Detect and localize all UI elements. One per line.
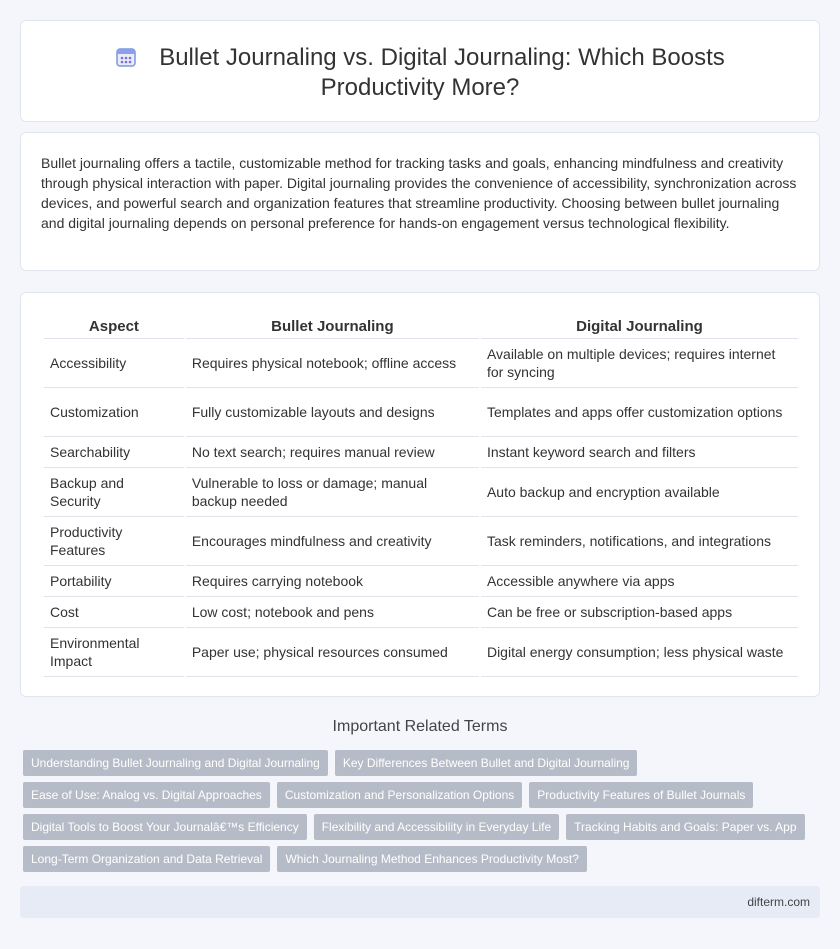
related-tag[interactable]: Customization and Personalization Options bbox=[277, 782, 522, 808]
intro-card bbox=[20, 132, 820, 271]
header-digital: Digital Journaling bbox=[481, 313, 798, 339]
cell-aspect: Portability bbox=[44, 566, 184, 597]
table-row bbox=[44, 437, 798, 468]
cell-aspect: Environmental Impact bbox=[44, 628, 184, 677]
tag-row bbox=[23, 846, 587, 872]
comparison-table bbox=[42, 313, 800, 677]
cell-bullet: Low cost; notebook and pens bbox=[186, 597, 479, 628]
related-tag[interactable]: Long-Term Organization and Data Retrieval bbox=[23, 846, 270, 872]
footer bbox=[20, 886, 820, 918]
cell-bullet: Paper use; physical resources consumed bbox=[186, 628, 479, 677]
title-text: Bullet Journaling vs. Digital Journaling: Which Boosts Productivity More? bbox=[159, 44, 725, 101]
related-tag[interactable]: Tracking Habits and Goals: Paper vs. App bbox=[566, 814, 804, 840]
calendar-icon bbox=[115, 46, 137, 68]
cell-bullet: Requires carrying notebook bbox=[186, 566, 479, 597]
header-bullet: Bullet Journaling bbox=[186, 313, 479, 339]
cell-aspect: Customization bbox=[44, 388, 184, 437]
related-tag[interactable]: Flexibility and Accessibility in Everyday Life bbox=[314, 814, 559, 840]
cell-aspect: Accessibility bbox=[44, 339, 184, 388]
cell-aspect: Backup and Security bbox=[44, 468, 184, 517]
cell-bullet: No text search; requires manual review bbox=[186, 437, 479, 468]
cell-aspect: Productivity Features bbox=[44, 517, 184, 566]
comparison-card bbox=[20, 292, 820, 697]
related-tag[interactable]: Understanding Bullet Journaling and Digital Journaling bbox=[23, 750, 328, 776]
table-header-row bbox=[44, 313, 798, 339]
tag-row bbox=[23, 814, 805, 840]
related-terms-title: Important Related Terms bbox=[332, 718, 508, 735]
related-tag[interactable]: Key Differences Between Bullet and Digital Journaling bbox=[335, 750, 638, 776]
table-row bbox=[44, 517, 798, 566]
related-tag[interactable]: Which Journaling Method Enhances Productivity Most? bbox=[277, 846, 586, 872]
table-row bbox=[44, 597, 798, 628]
related-tag[interactable]: Productivity Features of Bullet Journals bbox=[529, 782, 753, 808]
cell-digital: Templates and apps offer customization options bbox=[481, 388, 798, 437]
cell-digital: Available on multiple devices; requires internet for syncing bbox=[481, 339, 798, 388]
cell-digital: Digital energy consumption; less physical waste bbox=[481, 628, 798, 677]
table-row bbox=[44, 566, 798, 597]
title-card bbox=[20, 20, 820, 122]
cell-digital: Task reminders, notifications, and integrations bbox=[481, 517, 798, 566]
tag-row bbox=[23, 750, 637, 776]
table-row bbox=[44, 468, 798, 517]
table-row bbox=[44, 628, 798, 677]
header-aspect: Aspect bbox=[44, 313, 184, 339]
cell-digital: Can be free or subscription-based apps bbox=[481, 597, 798, 628]
table-row bbox=[44, 388, 798, 437]
cell-aspect: Cost bbox=[44, 597, 184, 628]
cell-bullet: Encourages mindfulness and creativity bbox=[186, 517, 479, 566]
cell-digital: Auto backup and encryption available bbox=[481, 468, 798, 517]
cell-digital: Accessible anywhere via apps bbox=[481, 566, 798, 597]
cell-digital: Instant keyword search and filters bbox=[481, 437, 798, 468]
related-tag[interactable]: Ease of Use: Analog vs. Digital Approaches bbox=[23, 782, 270, 808]
cell-bullet: Fully customizable layouts and designs bbox=[186, 388, 479, 437]
footer-site-link[interactable]: difterm.com bbox=[747, 895, 810, 909]
cell-aspect: Searchability bbox=[44, 437, 184, 468]
tag-row bbox=[23, 782, 753, 808]
intro-paragraph: Bullet journaling offers a tactile, customizable method for tracking tasks and goals, enhancing mindfulness and creativity through physical interaction with paper. Digital journaling provides the convenience of accessibility, synchronization across devices, and powerful search and organization features that streamline productivity. Choosing between bullet journaling and digital journaling depends on personal preference for hands-on engagement versus technological flexibility. bbox=[41, 155, 797, 231]
cell-bullet: Requires physical notebook; offline access bbox=[186, 339, 479, 388]
related-tag[interactable]: Digital Tools to Boost Your Journalâ€™s Efficiency bbox=[23, 814, 307, 840]
table-row bbox=[44, 339, 798, 388]
cell-bullet: Vulnerable to loss or damage; manual backup needed bbox=[186, 468, 479, 517]
page-title bbox=[21, 43, 819, 103]
